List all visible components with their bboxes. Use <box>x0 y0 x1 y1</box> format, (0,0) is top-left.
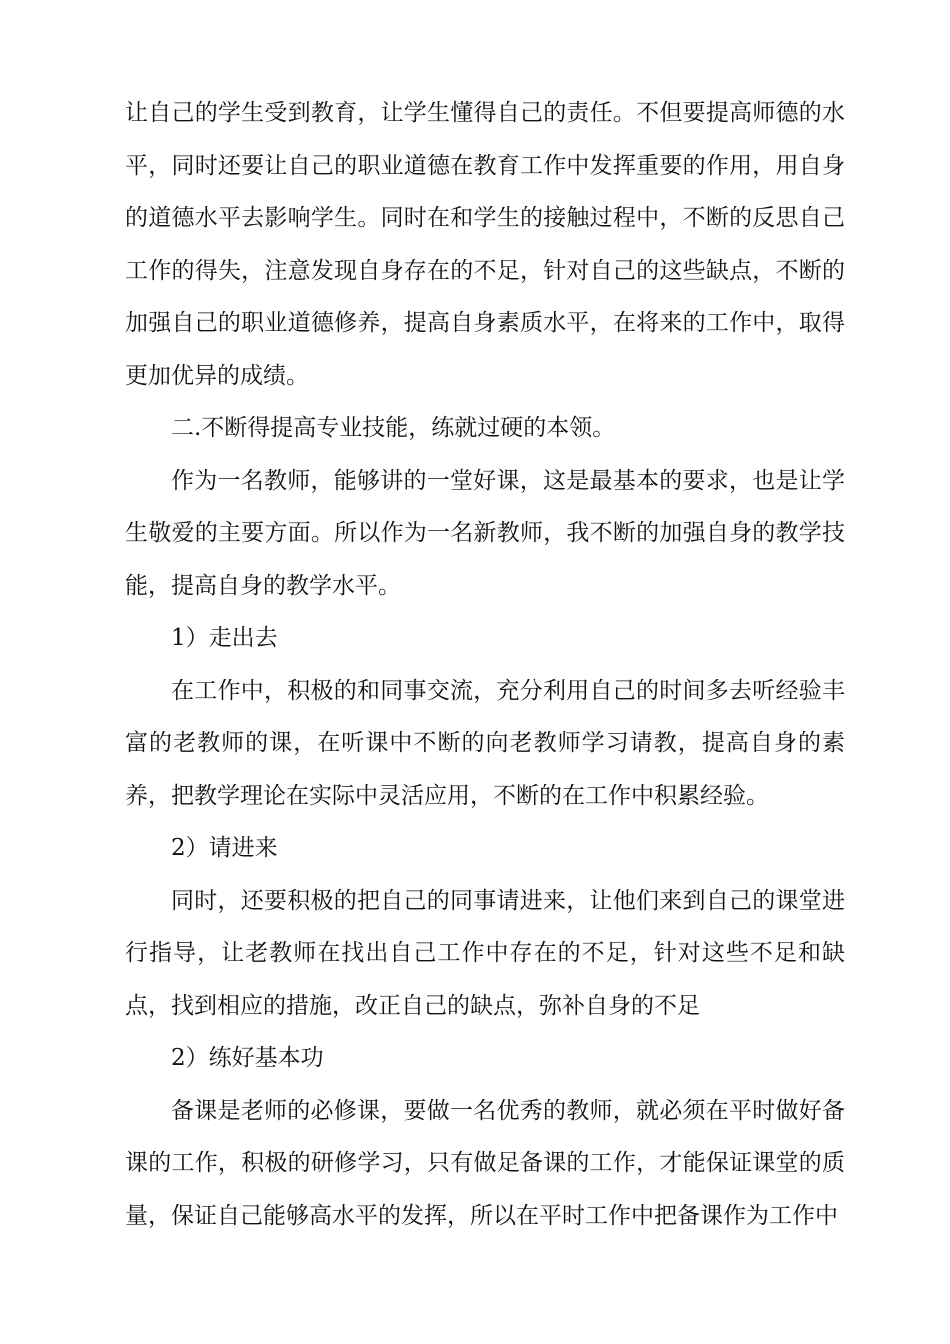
section-heading-2: 二.不断得提高专业技能，练就过硬的本领。 <box>171 415 616 441</box>
paragraph-9: 备课是老师的必修课，要做一名优秀的教师，就必须在平时做好备课的工作，积极的研修学习，只有做足备课的工作，才能保证课堂的质量，保证自己能够高水平的发挥，所以在平时工作中把备课作为工作中 <box>125 1097 845 1229</box>
paragraph-1: 让自己的学生受到教育，让学生懂得自己的责任。不但要提高师德的水平，同时还要让自己的职业道德在教育工作中发挥重要的作用，用自身的道德水平去影响学生。同时在和学生的接触过程中，不断的反思自己工作的得失，注意发现自身存在的不足，针对自己的这些缺点，不断的加强自己的职业道德修养，提高自身素质水平，在将来的工作中，取得更加优异的成绩。 <box>125 100 845 389</box>
subheading-invite-in: 2）请进来 <box>171 835 278 861</box>
paragraph-5: 在工作中，积极的和同事交流，充分利用自己的时间多去听经验丰富的老教师的课，在听课中不断的向老教师学习请教，提高自身的素养，把教学理论在实际中灵活应用，不断的在工作中积累经验。 <box>125 677 845 809</box>
subheading-basic-skills: 2）练好基本功 <box>171 1045 324 1071</box>
paragraph-7: 同时，还要积极的把自己的同事请进来，让他们来到自己的课堂进行指导，让老教师在找出自己工作中存在的不足，针对这些不足和缺点，找到相应的措施，改正自己的缺点，弥补自身的不足 <box>125 887 845 1019</box>
subheading-go-out: 1）走出去 <box>171 625 278 651</box>
document-body <box>125 87 845 1242</box>
paragraph-3: 作为一名教师，能够讲的一堂好课，这是最基本的要求，也是让学生敬爱的主要方面。所以作为一名新教师，我不断的加强自身的教学技能，提高自身的教学水平。 <box>125 467 845 599</box>
